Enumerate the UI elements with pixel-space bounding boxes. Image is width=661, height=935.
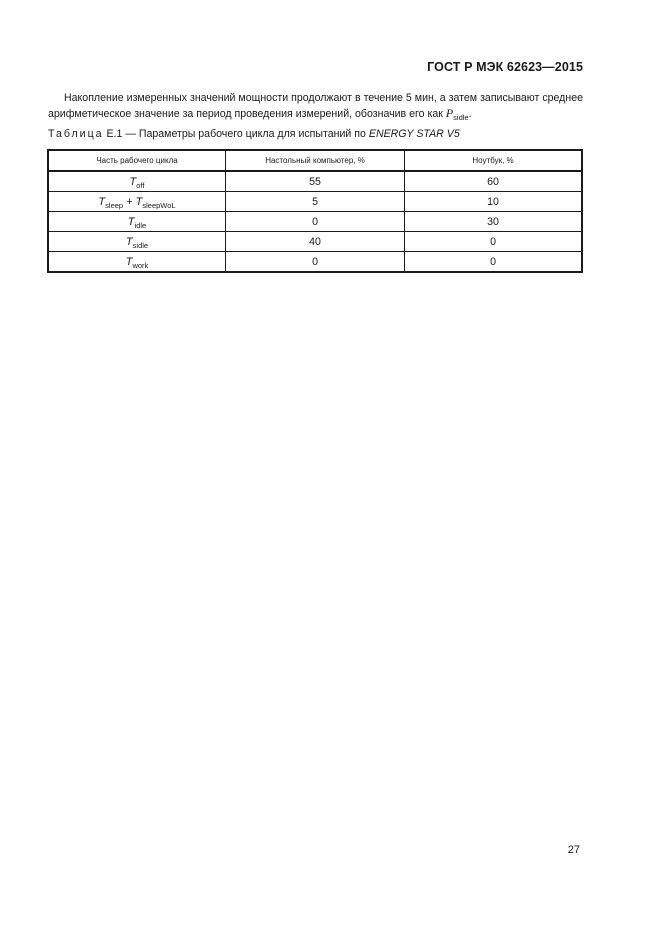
cycle-part-cell [48, 252, 226, 273]
table-caption-emphasis: ENERGY STAR V5 [368, 128, 460, 140]
table-caption-prefix: Таблица [48, 128, 104, 140]
cycle-part-cell [48, 171, 226, 192]
header-cycle-part: Часть рабочего цикла [48, 150, 226, 171]
cycle-part-cell [48, 192, 226, 212]
table-row [48, 232, 582, 252]
table-row [48, 192, 582, 212]
paragraph-line-2 [48, 106, 583, 122]
paragraph-line-2-text: арифметическое значение за период проведения измерений, обозначив его как [48, 108, 446, 120]
table-caption [48, 128, 460, 140]
mode-symbol: T [129, 175, 137, 188]
duty-cycle-table [47, 149, 583, 273]
cycle-part-cell [48, 232, 226, 252]
cycle-part-cell [48, 212, 226, 232]
notebook-value: 30 [405, 212, 582, 232]
notebook-value: 10 [405, 192, 582, 212]
power-symbol: P [445, 106, 454, 120]
mode-subscript: work [132, 260, 149, 270]
notebook-value: 0 [405, 232, 582, 252]
document-code: ГОСТ Р МЭК 62623—2015 [427, 60, 583, 74]
mode-symbol: T [127, 215, 135, 228]
body-paragraph [48, 91, 583, 122]
mode-symbol-2: + T [123, 195, 143, 208]
paragraph-end: . [468, 108, 472, 120]
mode-subscript: idle [134, 220, 147, 230]
mode-subscript-2: sleepWoL [142, 200, 176, 210]
header-notebook: Ноутбук, % [405, 150, 582, 171]
desktop-value: 5 [226, 192, 405, 212]
table-caption-title: Е.1 — Параметры рабочего цикла для испытаний по [103, 128, 369, 140]
paragraph-line-1: Накопление измеренных значений мощности продолжают в течение 5 мин, а затем записывают среднее [64, 92, 583, 104]
mode-subscript: sidle [132, 240, 149, 250]
notebook-value: 0 [405, 252, 582, 273]
desktop-value: 40 [226, 232, 405, 252]
table-row [48, 212, 582, 232]
mode-symbol: T [125, 235, 133, 248]
desktop-value: 55 [226, 171, 405, 192]
mode-symbol: T [125, 255, 133, 268]
mode-subscript: sleep [105, 200, 124, 210]
desktop-value: 0 [226, 212, 405, 232]
mode-symbol: T [98, 195, 106, 208]
table-row [48, 171, 582, 192]
header-desktop: Настольный компьютер, % [226, 150, 405, 171]
notebook-value: 60 [405, 171, 582, 192]
desktop-value: 0 [226, 252, 405, 273]
table-header-row [48, 150, 582, 171]
table-row [48, 252, 582, 273]
mode-subscript: off [136, 180, 145, 190]
power-symbol-subscript: sidle [453, 113, 469, 122]
page-number: 27 [567, 844, 580, 856]
